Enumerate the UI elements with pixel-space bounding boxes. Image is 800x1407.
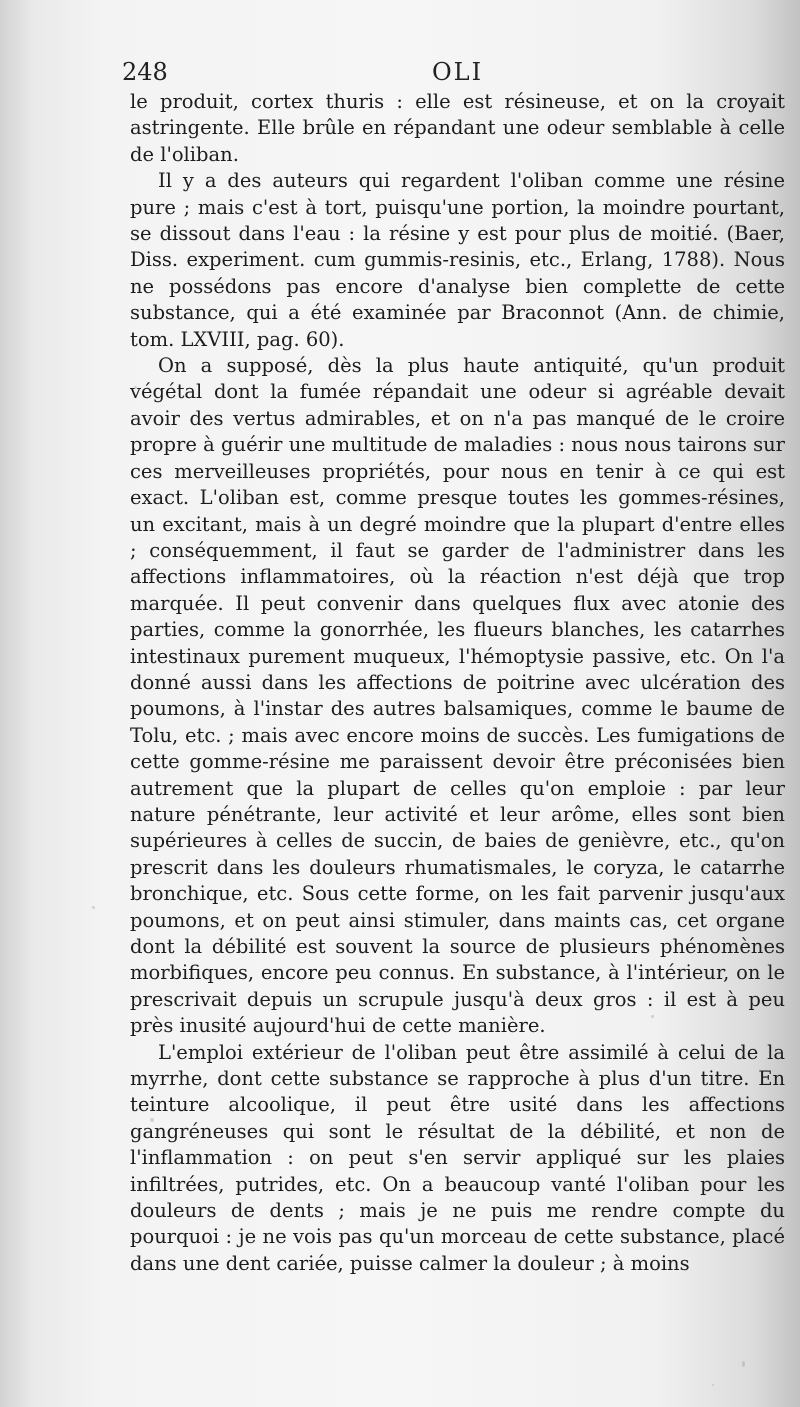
- ink-speck: [742, 1361, 745, 1367]
- page-number: 248: [122, 58, 168, 86]
- page-header: [122, 54, 786, 90]
- running-head: OLI: [432, 58, 484, 86]
- paragraph: Il y a des auteurs qui regardent l'oliban comme une résine pure ; mais c'est à tort, puisqu'une portion, la moindre pourtant, se dissout dans l'eau : la résine y est pour plus de moitié. (Baer, Diss. experiment. cum gummis-resinis, etc., Erlang, 1788). Nous ne possédons pas encore d'analyse bien complette de cette substance, qui a été examinée par Braconnot (Ann. de chimie, tom. LXVIII, pag. 60).: [130, 169, 785, 351]
- body-text: [130, 89, 785, 1277]
- paragraph: L'emploi extérieur de l'oliban peut être assimilé à celui de la myrrhe, dont cette substance se rapproche à plus d'un titre. En teinture alcoolique, il peut être usité dans les affections gangréneuses qui sont le résultat de la débilité, et non de l'inflammation : on peut s'en servir appliqué sur les plaies infiltrées, putrides, etc. On a beaucoup vanté l'oliban pour les douleurs de dents ; mais je ne puis me rendre compte du pourquoi : je ne vois pas qu'un morceau de cette substance, placé dans une dent cariée, puisse calmer la douleur ; à moins: [130, 1040, 785, 1275]
- ink-speck: [712, 1384, 714, 1386]
- paragraph: On a supposé, dès la plus haute antiquité, qu'un produit végétal dont la fumée répandait une odeur si agréable devait avoir des vertus admirables, et on n'a pas manqué de le croire propre à guérir une multitude de maladies : nous nous tairons sur ces merveilleuses propriétés, pour nous en tenir à ce qui est exact. L'oliban est, comme presque toutes les gommes-résines, un excitant, mais à un degré moindre que la plupart d'entre elles ; conséquemment, il faut se garder de l'administrer dans les affections inflammatoires, où la réaction n'est déjà que trop marquée. Il peut convenir dans quelques flux avec atonie des parties, comme la gonorrhée, les flueurs blanches, les catarrhes intestinaux purement muqueux, l'hémoptysie passive, etc. On l'a donné aussi dans les affections de poitrine avec ulcération des poumons, à l'instar des autres balsamiques, comme le baume de Tolu, etc. ; mais avec encore moins de succès. Les fumigations de cette gomme-résine me paraissent devoir être préconisées bien autrement que la plupart de celles qu'on emploie : par leur nature pénétrante, leur activité et leur arôme, elles sont bien supérieures à celles de succin, de baies de genièvre, etc., qu'on prescrit dans les douleurs rhumatismales, le coryza, le catarrhe bronchique, etc. Sous cette forme, on les fait parvenir jusqu'aux poumons, et on peut ainsi stimuler, dans maints cas, cet organe dont la débilité est souvent la source de plusieurs phénomènes morbifiques, encore peu connus. En substance, à l'intérieur, on le prescrivait depuis un scrupule jusqu'à deux gros : il est à peu près inusité aujourd'hui de cette manière.: [130, 354, 785, 1038]
- ink-speck: [92, 906, 95, 909]
- paragraph: le produit, cortex thuris : elle est résineuse, et on la croyait astringente. Elle brûle en répandant une odeur semblable à celle de l'oliban.: [130, 90, 785, 166]
